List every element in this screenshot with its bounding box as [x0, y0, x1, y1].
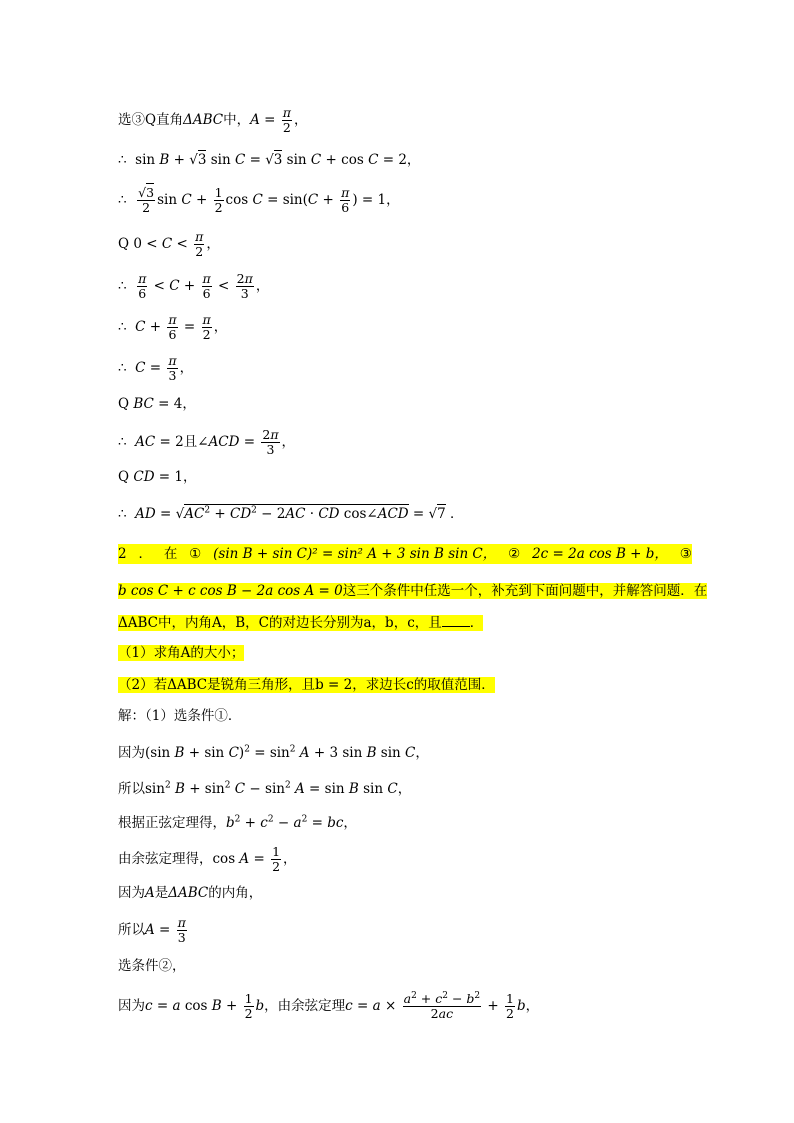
problem-line-2: [118, 581, 707, 601]
problem-number: 2: [118, 546, 127, 562]
solution-line-3: 所以$\sin^2 B + \sin^2 C - \sin^2 A = \sin B$ sin C，: [118, 780, 412, 797]
problem-instruction: 这三个条件中任选一个，补充到下面问题中，并解答问题．在: [342, 583, 708, 599]
line-1: 选③Q直角ΔABC中，A = $\frac{\pi}{2}$ ，: [118, 105, 308, 135]
problem-dot: ．: [138, 546, 152, 562]
condition-2: 2c = 2a cos B + b，: [532, 546, 668, 562]
condition-2-mark: ②: [508, 546, 521, 562]
solution-line-9: 因为c = a cos B + $\frac{1}{2}$ b，由余弦定理c = a × $\frac{a^2 + c^2 - b^2}{2ac}$ + $\frac{1}{2}$ b，: [118, 990, 540, 1021]
solution-line-7: 所以A = $\frac{\pi}{3}$: [118, 915, 186, 945]
condition-3: b cos C + c cos B − 2a cos A = 0: [118, 583, 343, 599]
line-9: ∴ AC = 2且∠ACD = $\frac{2\pi}{3}$ ，: [118, 427, 296, 457]
solution-line-8: 选条件②，: [118, 958, 186, 974]
line-8: Q BC = 4，: [118, 396, 196, 412]
solution-line-1: 解：（1）选条件①．: [118, 708, 242, 724]
line-11: ∴ AD = $√AC^2 + CD^2 - 2AC$ · CD cos∠ACD = √7 ．: [118, 505, 464, 522]
solution-line-6: 因为A是ΔABC的内角，: [118, 885, 263, 901]
line-10: Q CD = 1，: [118, 469, 197, 485]
line-4: Q 0 < C < $\frac{\pi}{2}$ ，: [118, 229, 220, 259]
line-5: ∴ $\frac{\pi}{6}$ < C + $\frac{\pi}{6}$ < $\frac{2\pi}{3}$ ，: [118, 271, 270, 301]
solution-line-4: 根据正弦定理得，$b^2 + c^2 - a^2$ = bc，: [118, 814, 357, 831]
problem-header-row: [118, 544, 692, 564]
line-7: ∴ C = $\frac{\pi}{3}$ ，: [118, 353, 194, 383]
fraction: $\frac{\pi}{2}$: [282, 105, 291, 135]
question-2: （2）若ΔABC是锐角三角形，且b = 2，求边长c的取值范围．: [118, 677, 495, 693]
question-1: （1）求角A的大小；: [118, 645, 245, 661]
problem-intro: 在: [163, 546, 178, 562]
line-3: ∴ $\frac{√3}{2}$ sin C + $\frac{1}{2}$ cos C = sin(C + $\frac{\pi}{6}$ ) = 1，: [118, 185, 400, 215]
line-2: ∴ sin B + √3 sin C = √3 sin C + cos C = 2，: [118, 152, 421, 168]
condition-1: (sin B + sin C)² = sin² A + 3 sin B sin C，: [213, 546, 497, 562]
solution-line-2: 因为(sin $B + \sin C)^2 = \sin^2 A + 3$ sin B sin C，: [118, 744, 429, 761]
problem-line-3: ΔABC中，内角A，B，C的对边长分别为a，b，c，且 ．: [118, 612, 483, 633]
condition-3-mark: ③: [679, 546, 692, 562]
condition-1-mark: ①: [189, 546, 202, 562]
solution-line-5: 由余弦定理得，cos A = $\frac{1}{2}$ ，: [118, 844, 297, 874]
line-6: ∴ C + $\frac{\pi}{6}$ = $\frac{\pi}{2}$ ，: [118, 312, 228, 342]
problem-context: ΔABC中，内角A，B，C的对边长分别为a，b，c，且: [118, 615, 442, 631]
answer-blank: [442, 612, 470, 627]
